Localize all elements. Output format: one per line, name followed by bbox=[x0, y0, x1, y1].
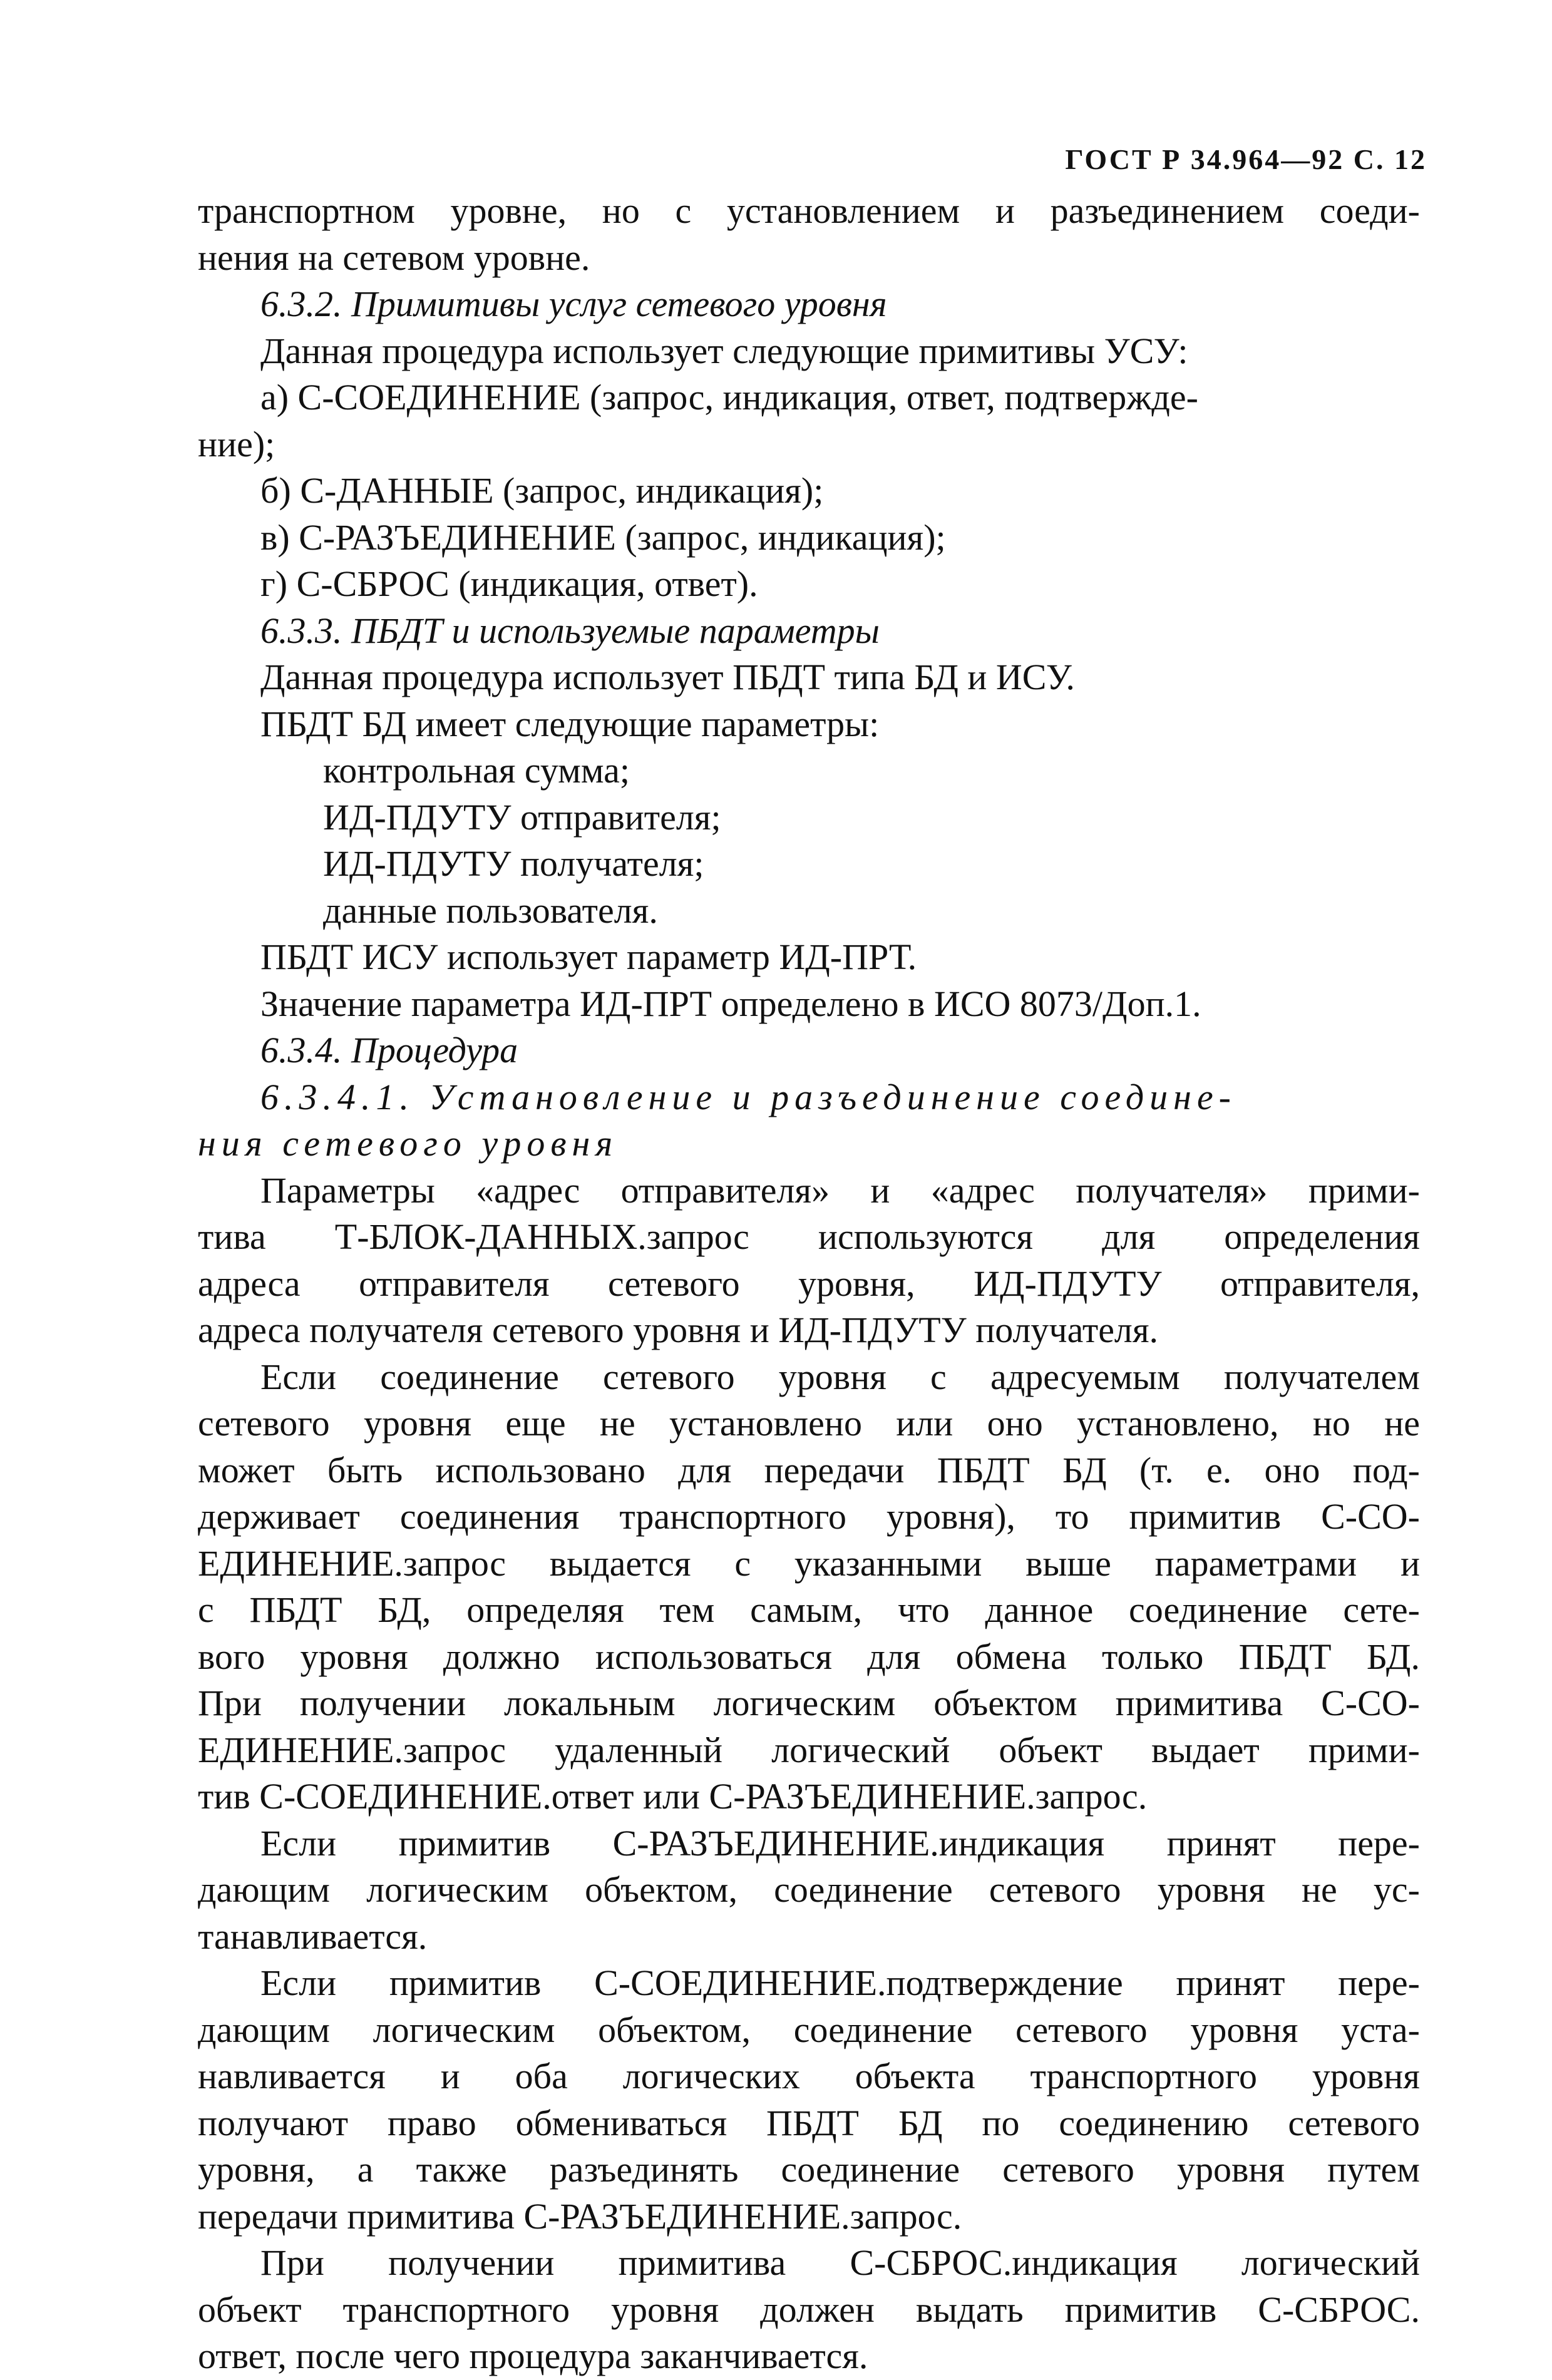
text-line: Параметры «адрес отправителя» и «адрес получателя» прими- bbox=[260, 1169, 1420, 1211]
text-line: получают право обмениваться ПБДТ БД по соединению сетевого bbox=[198, 2102, 1420, 2143]
list-item: контрольная сумма; bbox=[323, 750, 630, 791]
text-line: ние); bbox=[198, 423, 275, 464]
section-heading-6-3-2: 6.3.2. Примитивы услуг сетевого уровня bbox=[260, 284, 887, 324]
text-line: нения на сетевом уровне. bbox=[198, 237, 590, 278]
text-line: тив С-СОЕДИНЕНИЕ.ответ или С-РАЗЪЕДИНЕНИЕ.запрос. bbox=[198, 1776, 1148, 1817]
text-line: дающим логическим объектом, соединение сетевого уровня уста- bbox=[198, 2009, 1420, 2050]
text-line: ПБДТ БД имеет следующие параметры: bbox=[260, 703, 880, 744]
section-heading-6-3-4-1-cont: ния сетевого уровня bbox=[198, 1123, 619, 1164]
page-header: ГОСТ Р 34.964—92 С. 12 bbox=[1065, 143, 1427, 175]
text-line: При получении примитива С-СБРОС.индикация логический bbox=[260, 2242, 1420, 2283]
text-line: дающим логическим объектом, соединение сетевого уровня не ус- bbox=[198, 1869, 1420, 1910]
list-item: данные пользователя. bbox=[323, 890, 658, 931]
text-line: Если примитив С-РАЗЪЕДИНЕНИЕ.индикация принят пере- bbox=[260, 1822, 1420, 1864]
text-line: может быть использовано для передачи ПБДТ БД (т. е. оно под- bbox=[198, 1449, 1420, 1490]
text-line: передачи примитива С-РАЗЪЕДИНЕНИЕ.запрос. bbox=[198, 2195, 962, 2237]
text-line: с ПБДТ БД, определяя тем самым, что данное соединение сете- bbox=[198, 1589, 1420, 1630]
text-line: При получении локальным логическим объектом примитива С-СО- bbox=[198, 1683, 1420, 1723]
list-item: б) С-ДАННЫЕ (запрос, индикация); bbox=[260, 470, 824, 511]
list-item: а) С-СОЕДИНЕНИЕ (запрос, индикация, ответ, подтвержде- bbox=[260, 377, 1198, 418]
text-line: ЕДИНЕНИЕ.запрос выдается с указанными выше параметрами и bbox=[198, 1542, 1420, 1584]
text-line: вого уровня должно использоваться для обмена только ПБДТ БД. bbox=[198, 1636, 1420, 1677]
section-heading-6-3-4: 6.3.4. Процедура bbox=[260, 1030, 518, 1070]
list-item: в) С-РАЗЪЕДИНЕНИЕ (запрос, индикация); bbox=[260, 516, 946, 558]
list-item: ИД-ПДУТУ получателя; bbox=[323, 843, 704, 884]
document-body bbox=[198, 188, 1420, 2380]
text-line: держивает соединения транспортного уровня), то примитив С-СО- bbox=[198, 1496, 1420, 1537]
text-line: Данная процедура использует ПБДТ типа БД и ИСУ. bbox=[260, 657, 1075, 697]
text-line: ЕДИНЕНИЕ.запрос удаленный логический объект выдает прими- bbox=[198, 1729, 1420, 1770]
text-line: танавливается. bbox=[198, 1916, 428, 1957]
text-line: адреса отправителя сетевого уровня, ИД-ПДУТУ отправителя, bbox=[198, 1263, 1420, 1304]
text-line: объект транспортного уровня должен выдать примитив С-СБРОС. bbox=[198, 2289, 1420, 2330]
section-heading-6-3-3: 6.3.3. ПБДТ и используемые параметры bbox=[260, 610, 880, 651]
text-line: сетевого уровня еще не установлено или оно установлено, но не bbox=[198, 1403, 1420, 1444]
text-line: уровня, а также разъединять соединение сетевого уровня путем bbox=[198, 2149, 1420, 2190]
text-line: транспортном уровне, но с установлением и разъединением соеди- bbox=[198, 190, 1420, 231]
text-line: Данная процедура использует следующие примитивы УСУ: bbox=[260, 330, 1188, 371]
text-line: тива Т-БЛОК-ДАННЫХ.запрос используются для определения bbox=[198, 1216, 1420, 1257]
text-line: Значение параметра ИД-ПРТ определено в ИСО 8073/Доп.1. bbox=[260, 983, 1201, 1024]
text-line: навливается и оба логических объекта транспортного уровня bbox=[198, 2056, 1420, 2096]
text-line: Если соединение сетевого уровня с адресуемым получателем bbox=[260, 1356, 1420, 1397]
text-line: ответ, после чего процедура заканчивается. bbox=[198, 2336, 868, 2376]
text-line: Если примитив С-СОЕДИНЕНИЕ.подтверждение принят пере- bbox=[260, 1962, 1420, 2003]
section-heading-6-3-4-1: 6.3.4.1. Установление и разъединение соедине- bbox=[260, 1076, 1236, 1117]
list-item: ИД-ПДУТУ отправителя; bbox=[323, 796, 721, 838]
list-item: г) С-СБРОС (индикация, ответ). bbox=[260, 563, 758, 604]
text-line: ПБДТ ИСУ использует параметр ИД-ПРТ. bbox=[260, 936, 917, 977]
text-line: адреса получателя сетевого уровня и ИД-ПДУТУ получателя. bbox=[198, 1310, 1159, 1350]
